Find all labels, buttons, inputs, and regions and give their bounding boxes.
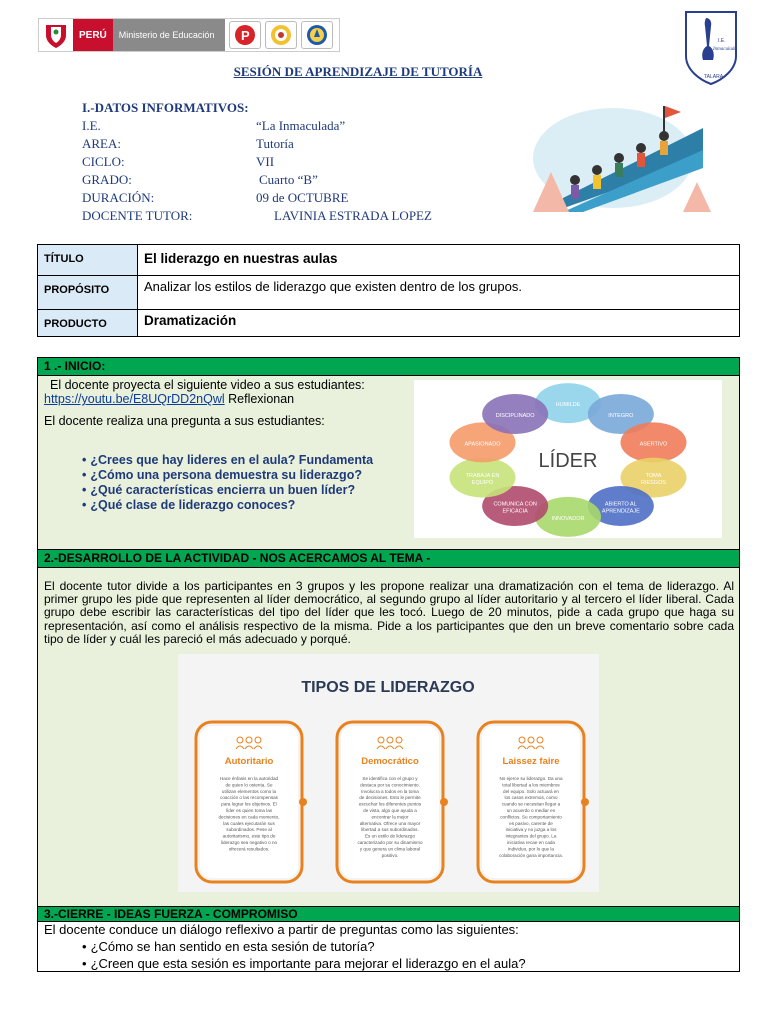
leadership-type-card xyxy=(337,722,448,882)
petal-label: INNOVADOR xyxy=(551,515,585,522)
datos-row xyxy=(82,208,432,224)
datos-heading: I.-DATOS INFORMATIVOS: xyxy=(82,100,249,115)
petal-label: EFICACIA xyxy=(502,508,528,515)
datos-row xyxy=(82,118,345,134)
table-row xyxy=(38,276,740,310)
petal-label: APASIONADO xyxy=(464,441,501,448)
producto-key: PRODUCTO xyxy=(38,310,138,337)
datos-value: VII xyxy=(256,154,275,169)
list-item: • ¿Cómo una persona demuestra su liderazgo? xyxy=(82,468,373,483)
minedu-logo xyxy=(38,18,340,52)
titulo-key: TÍTULO xyxy=(38,245,138,276)
leader-petal xyxy=(621,422,687,462)
page-title: SESIÓN DE APRENDIZAJE DE TUTORÍA xyxy=(233,64,483,79)
proposito-value: Analizar los estilos de liderazgo que existen dentro de los grupos. xyxy=(138,276,740,310)
datos-label: AREA: xyxy=(82,136,121,151)
tipos-title: TIPOS DE LIDERAZGO xyxy=(301,679,475,696)
petal-label: ABIERTO AL xyxy=(604,501,637,508)
table-row xyxy=(38,245,740,276)
petal-label: APRENDIZAJE xyxy=(601,508,640,515)
list-item: • ¿Qué clase de liderazgo conoces? xyxy=(82,498,373,513)
datos-label: GRADO: xyxy=(82,172,132,187)
datos-label: DOCENTE TUTOR: xyxy=(82,208,193,223)
datos-value: Cuarto “B” xyxy=(259,172,318,187)
red-p-badge-icon xyxy=(229,21,261,49)
datos-row xyxy=(82,190,348,206)
cierre-line: El docente conduce un diálogo reflexivo a partir de preguntas como las siguientes: xyxy=(44,922,519,937)
card-title: Laissez faire xyxy=(502,756,560,767)
petal-label: COMUNICA CON xyxy=(493,501,537,508)
leader-center-label: LÍDER xyxy=(538,450,598,472)
blue-seal-icon xyxy=(301,21,333,49)
leadership-type-card xyxy=(196,722,307,882)
proposito-key: PROPÓSITO xyxy=(38,276,138,310)
datos-label: I.E. xyxy=(82,118,101,133)
titulo-value: El liderazgo en nuestras aulas xyxy=(138,245,740,276)
datos-value: 09 de OCTUBRE xyxy=(256,190,349,205)
yellow-seal-icon xyxy=(265,21,297,49)
petal-label: INTEGRO xyxy=(608,413,634,420)
inicio-line2: El docente realiza una pregunta a sus estudiantes: xyxy=(44,414,325,428)
peru-shield-icon xyxy=(39,19,73,51)
petal-label: ASERTIVO xyxy=(639,441,668,448)
cierre-question-2: • ¿Creen que esta sesión es importante para mejorar el liderazgo en el aula? xyxy=(82,956,526,971)
tipos-liderazgo-infographic xyxy=(178,654,599,892)
inicio-question-list xyxy=(82,453,373,513)
card-title: Autoritario xyxy=(224,756,274,767)
datos-row xyxy=(82,172,318,188)
petal-label: TRABAJA EN xyxy=(465,473,500,480)
petal-label: DISCIPLINADO xyxy=(495,413,535,420)
datos-value: LAVINIA ESTRADA LOPEZ xyxy=(274,208,432,223)
desarrollo-section xyxy=(37,549,740,907)
svg-text:I.E.: I.E. xyxy=(718,38,726,44)
table-row xyxy=(38,310,740,337)
datos-row xyxy=(82,136,294,152)
leadership-type-card xyxy=(478,722,589,882)
datos-value: “La Inmaculada” xyxy=(256,118,346,133)
cierre-heading: 3.-CIERRE - IDEAS FUERZA - COMPROMISO xyxy=(38,907,739,922)
inicio-line1 xyxy=(44,378,404,406)
peru-label: PERÚ xyxy=(73,19,113,51)
list-item: • ¿Qué características encierra un buen líder? xyxy=(82,483,373,498)
card-title: Democrático xyxy=(361,756,419,767)
inicio-section xyxy=(37,357,740,550)
cierre-section xyxy=(37,906,740,972)
climbing-team-illustration xyxy=(533,98,711,212)
datos-label: CICLO: xyxy=(82,154,125,169)
reflexionan-text: Reflexionan xyxy=(224,392,295,406)
petal-label: EQUIPO xyxy=(471,480,494,487)
svg-text:P: P xyxy=(240,28,250,43)
datos-row xyxy=(82,154,274,170)
svg-text:Inmaculada: Inmaculada xyxy=(713,47,737,52)
card-text: No ejerce su liderazgo. Da una total libertad a los miembros del equipo. Solo actuará en los casos extremos, como cuando se necesitan llegar a un acuerdo o mediar en conflictos. Su comportamiento es pasivo, carente de iniciativa y no juzga a los integrantes del grupo. La iniciativa recae en cada individuo, por lo que la colaboración gana importancia. xyxy=(499,776,563,858)
cierre-question-1: • ¿Cómo se han sentido en esta sesión de tutoría? xyxy=(82,939,375,954)
leader-petal xyxy=(450,458,516,498)
ministerio-label: Ministerio de Educación xyxy=(113,19,225,51)
inicio-heading: 1 .- INICIO: xyxy=(38,358,739,376)
leader-petal xyxy=(482,394,548,434)
session-info-table xyxy=(37,244,740,337)
petal-label: HUMILDE xyxy=(555,402,581,409)
desarrollo-heading: 2.-DESARROLLO DE LA ACTIVIDAD - NOS ACERCAMOS AL TEMA - xyxy=(38,550,739,568)
video-link[interactable]: https://youtu.be/E8UQrDD2nQwl xyxy=(44,392,225,406)
institution-badges xyxy=(225,19,337,51)
producto-value: Dramatización xyxy=(138,310,740,337)
inicio-line1-text: El docente proyecta el siguiente video a sus estudiantes: xyxy=(50,378,365,392)
leader-qualities-diagram xyxy=(414,380,722,538)
datos-value: Tutoría xyxy=(256,136,294,151)
petal-label: RIESGOS xyxy=(640,480,667,487)
datos-label: DURACIÓN: xyxy=(82,190,155,205)
svg-text:TALARA: TALARA xyxy=(704,74,724,80)
petal-label: TOMA xyxy=(645,473,662,480)
list-item: • ¿Crees que hay lideres en el aula? Fundamenta xyxy=(82,453,373,468)
card-text: Hace énfasis en la autoridad de quien lo ostenta. Se utilizan elementos como la coacción o las recompensas para lograr los objetivos. El líder es quien toma las decisiones en cada momento, las cuales ejecutarán sus subordinados. Pese al autoritarismo, este tipo de liderazgo sea negativo o no ofrecerá resultados. xyxy=(218,776,280,852)
desarrollo-paragraph: El docente tutor divide a los participantes en 3 grupos y les propone realizar una dramatización con el tema de liderazgo. Al primer grupo les pide que representen al líder democrático, al segundo grupo al líder autoritario y al tercero el líder liberal. Cada grupo debe escribir las características del tipo del líder que les tocó. Luego de 20 minutos, pide a cada grupo que haga su representación, así como el análisis respectivo de la misma. Pide a los participantes que den un breve comentario sobre cada tipo de líder y cuál les pareció el más adecuado y porqué. xyxy=(44,579,734,646)
card-text: Se identifica con el grupo y destaca por su conocimiento. Involucra a todos en la toma de decisiones. Esto le permite escuchar los diferentes puntos de vista, algo que ayuda a encontrar la mejor alternativa. Ofrece una mayor libertad a sus subordinados. Es un estilo de liderazgo caracterizado por su dinamismo y que genera un clima laboral positivo. xyxy=(357,776,423,858)
